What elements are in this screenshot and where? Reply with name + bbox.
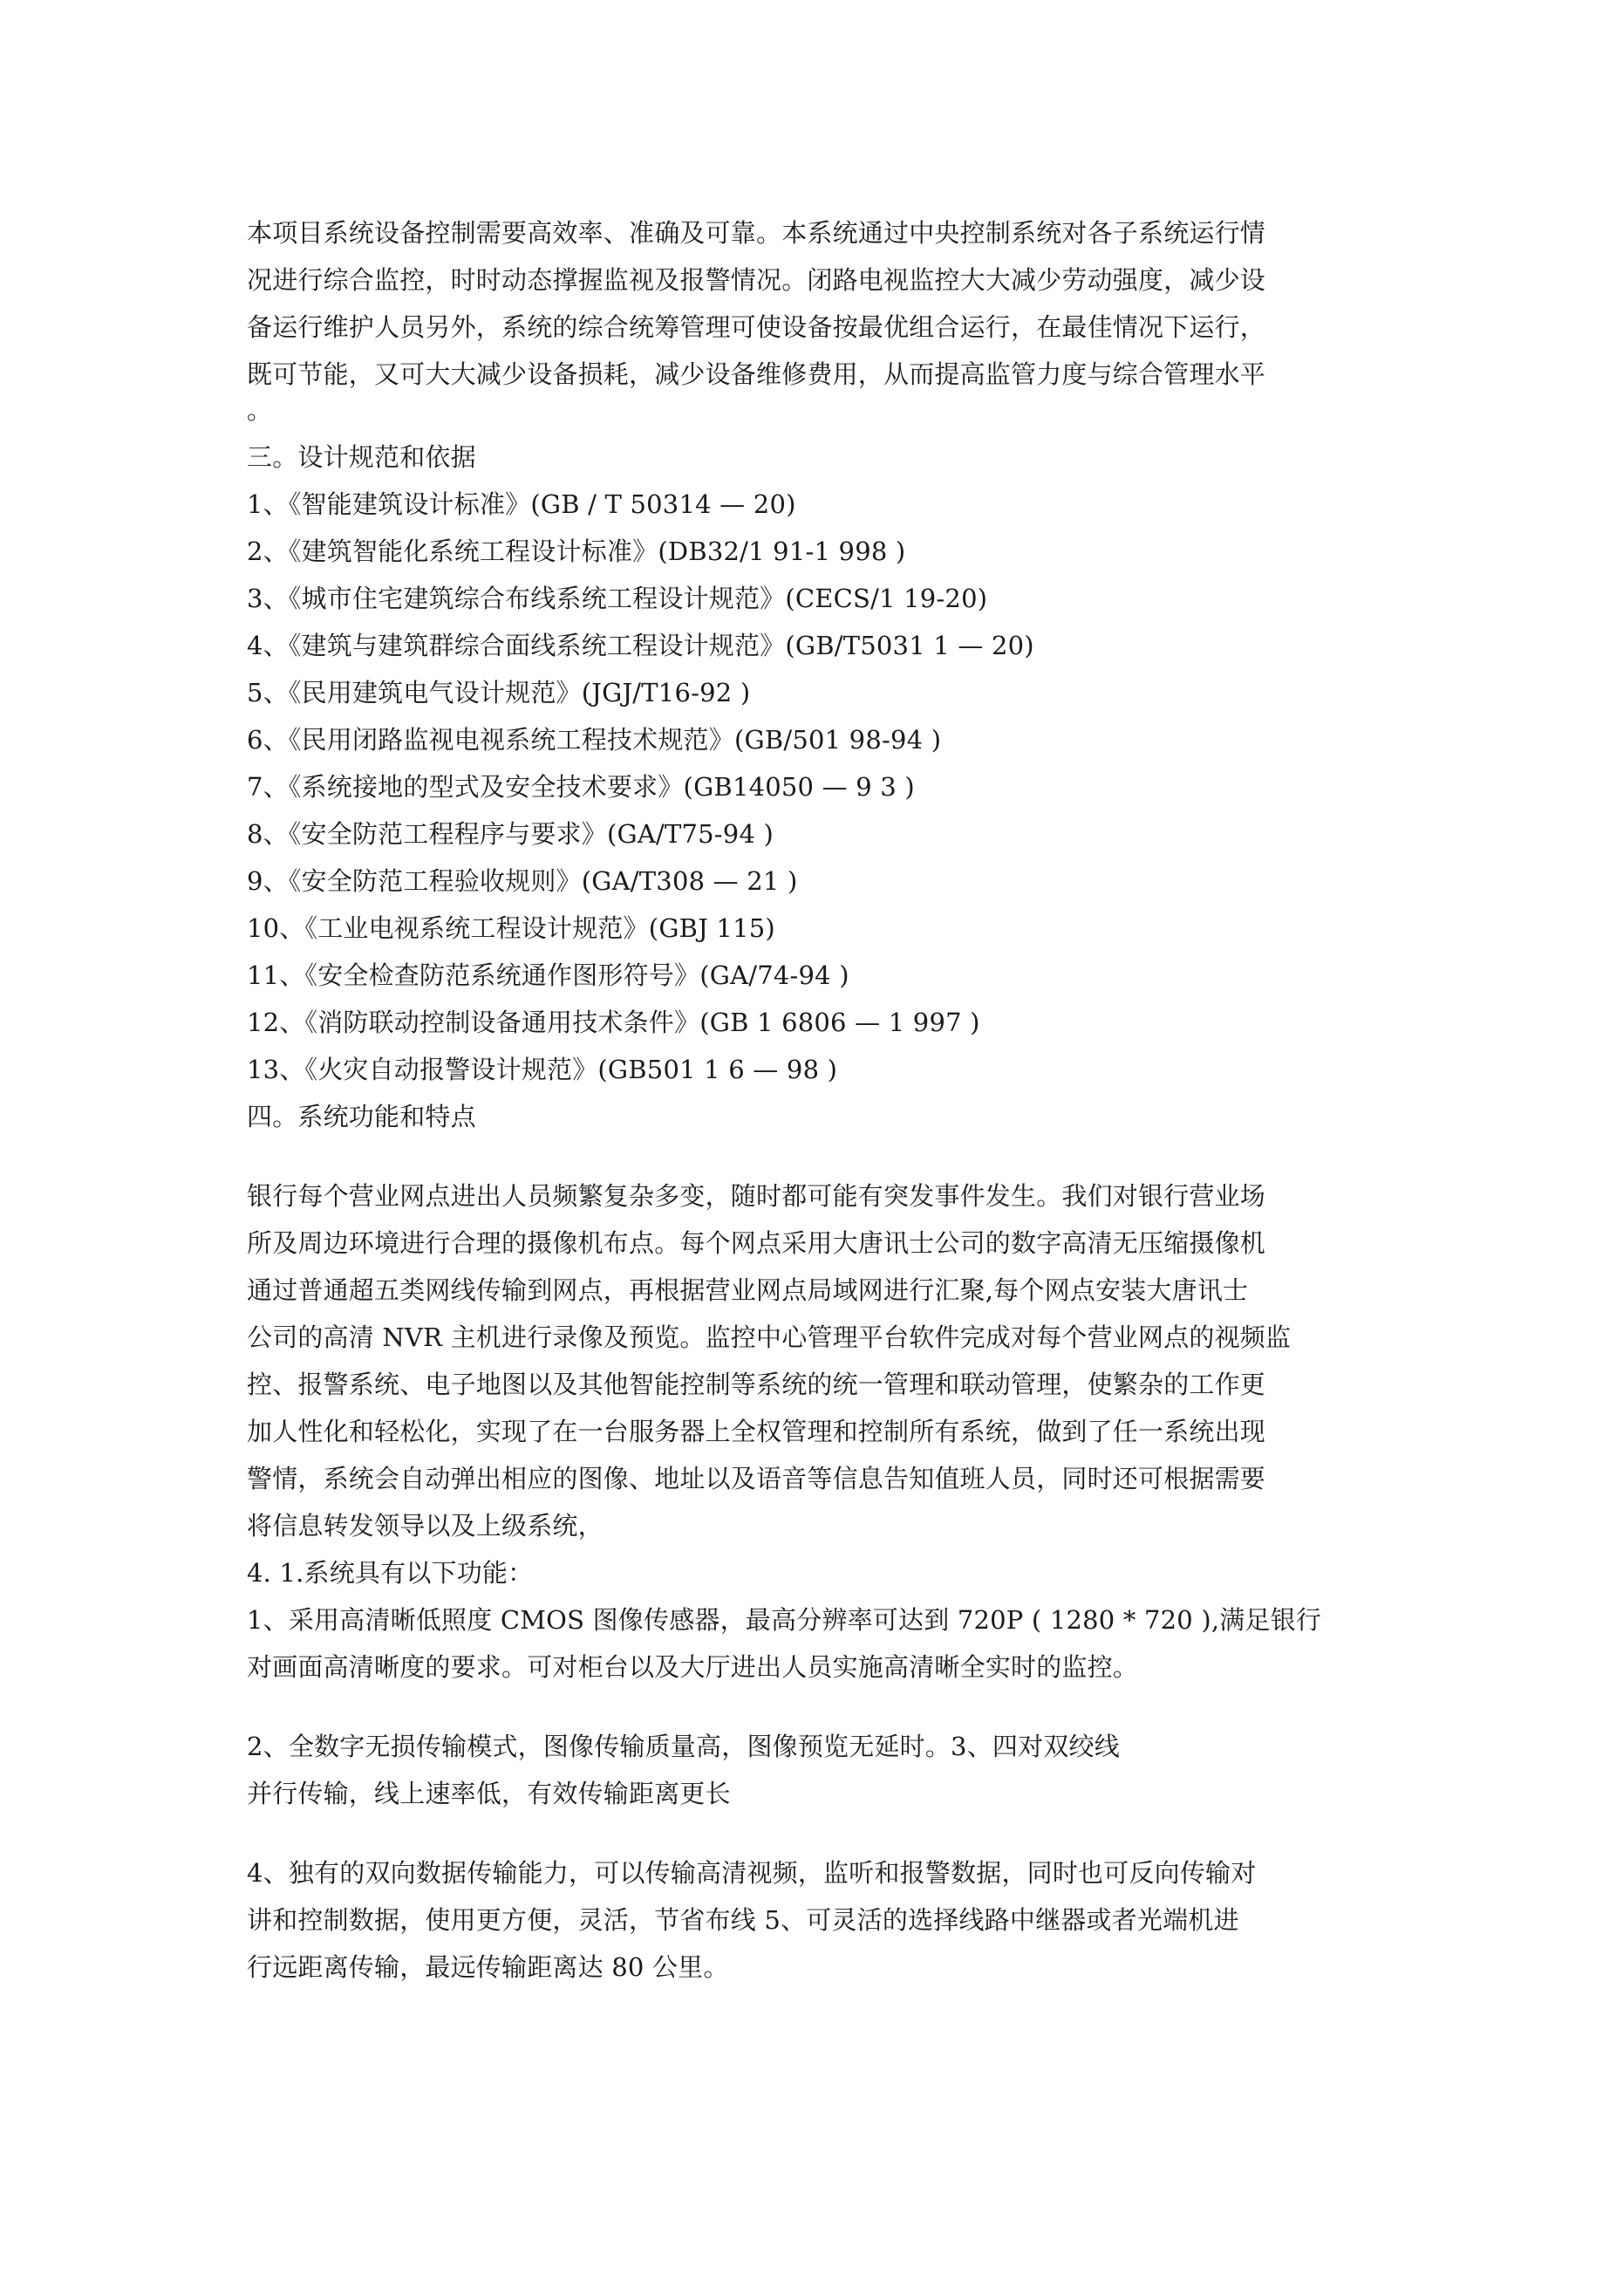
intro-line: 本项目系统设备控制需要高效率、准确及可靠。本系统通过中央控制系统对各子系统运行情	[247, 218, 1266, 248]
standard-item: 1、《智能建筑设计标准》(GB / T 50314 — 20)	[247, 489, 796, 519]
intro-line: 既可节能，又可大大减少设备损耗，减少设备维修费用，从而提高监管力度与综合管理水平	[247, 359, 1266, 389]
feature-line: 讲和控制数据，使用更方便，灵活，节省布线 5、可灵活的选择线路中继器或者光端机进	[247, 1905, 1239, 1935]
section-heading: 三。设计规范和依据	[247, 442, 476, 472]
intro-line: 。	[247, 395, 273, 425]
standard-item: 8、《安全防范工程程序与要求》(GA/T75-94 )	[247, 819, 774, 849]
subsection-heading: 4. 1.系统具有以下功能：	[247, 1558, 534, 1588]
standard-item: 13、《火灾自动报警设计规范》(GB501 1 6 — 98 )	[247, 1055, 838, 1084]
standard-item: 6、《民用闭路监视电视系统工程技术规范》(GB/501 98-94 )	[247, 725, 942, 755]
body-line: 银行每个营业网点进出人员频繁复杂多变，随时都可能有突发事件发生。我们对银行营业场	[247, 1181, 1266, 1211]
body-line: 所及周边环境进行合理的摄像机布点。每个网点采用大唐讯士公司的数字高清无压缩摄像机	[247, 1228, 1266, 1258]
feature-line: 4、独有的双向数据传输能力，可以传输高清视频，监听和报警数据，同时也可反向传输对	[247, 1858, 1257, 1888]
standard-item: 7、《系统接地的型式及安全技术要求》(GB14050 — 9 3 )	[247, 772, 915, 802]
standard-item: 12、《消防联动控制设备通用技术条件》(GB 1 6806 — 1 997 )	[247, 1008, 980, 1037]
feature-line: 对画面高清晰度的要求。可对柜台以及大厅进出人员实施高清晰全实时的监控。	[247, 1652, 1139, 1682]
standard-item: 5、《民用建筑电气设计规范》(JGJ/T16-92 )	[247, 678, 751, 707]
standard-item: 4、《建筑与建筑群综合面线系统工程设计规范》(GB/T5031 1 — 20)	[247, 631, 1034, 660]
body-line: 警情，系统会自动弹出相应的图像、地址以及语音等信息告知值班人员，同时还可根据需要	[247, 1464, 1266, 1493]
standard-item: 3、《城市住宅建筑综合布线系统工程设计规范》(CECS/1 19-20)	[247, 584, 988, 613]
body-line: 加人性化和轻松化，实现了在一台服务器上全权管理和控制所有系统，做到了任一系统出现	[247, 1417, 1266, 1446]
body-line: 通过普通超五类网线传输到网点，再根据营业网点局域网进行汇聚,每个网点安装大唐讯士	[247, 1275, 1249, 1305]
feature-line: 并行传输，线上速率低，有效传输距离更长	[247, 1779, 731, 1808]
intro-line: 况进行综合监控，时时动态撑握监视及报警情况。闭路电视监控大大减少劳动强度，减少设	[247, 265, 1266, 295]
body-line: 公司的高清 NVR 主机进行录像及预览。监控中心管理平台软件完成对每个营业网点的视频监	[247, 1322, 1292, 1352]
standard-item: 9、《安全防范工程验收规则》(GA/T308 — 21 )	[247, 866, 798, 896]
standard-item: 2、《建筑智能化系统工程设计标准》(DB32/1 91-1 998 )	[247, 536, 906, 566]
body-line: 控、报警系统、电子地图以及其他智能控制等系统的统一管理和联动管理，使繁杂的工作更	[247, 1370, 1266, 1399]
standard-item: 11、《安全检查防范系统通作图形符号》(GA/74-94 )	[247, 960, 849, 990]
body-line: 将信息转发领导以及上级系统，	[247, 1511, 604, 1541]
feature-line: 行远距离传输，最远传输距离达 80 公里。	[247, 1952, 729, 1982]
section-heading: 四。系统功能和特点	[247, 1102, 476, 1131]
intro-line: 备运行维护人员另外，系统的综合统筹管理可使设备按最优组合运行，在最佳情况下运行，	[247, 312, 1266, 342]
feature-line: 2、全数字无损传输模式，图像传输质量高，图像预览无延时。3、四对双绞线	[247, 1732, 1120, 1761]
standard-item: 10、《工业电视系统工程设计规范》(GBJ 115)	[247, 913, 775, 943]
feature-line: 1、采用高清晰低照度 CMOS 图像传感器，最高分辨率可达到 720P ( 1280 * 720 ),满足银行	[247, 1605, 1322, 1635]
